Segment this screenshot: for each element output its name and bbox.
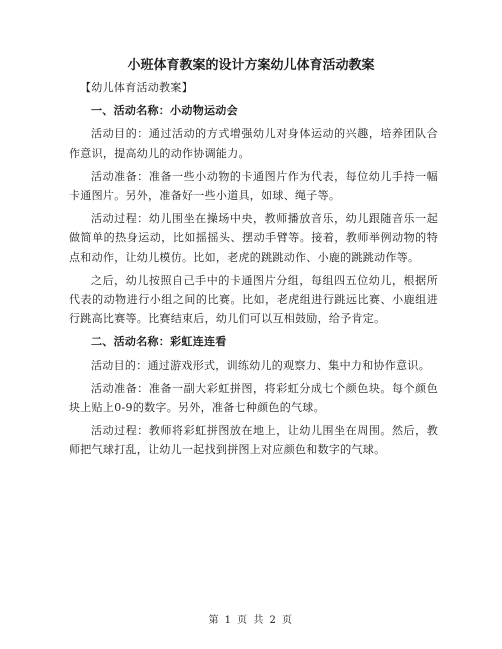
document-body <box>69 78 438 464</box>
category-tag: 【幼儿体育活动教案】 <box>80 81 193 94</box>
section-1-process: 活动过程：幼儿围坐在操场中央，教师播放音乐，幼儿跟随音乐一起做简单的热身运动，比如摇摇头、摆动手臂等。接着，教师举例动物的特点和动作，让幼儿模仿。比如，老虎的跳跳动作、小鹿的跳跳动作等。 <box>69 212 438 264</box>
section-1-preparation: 活动准备：准备一些小动物的卡通图片作为代表，每位幼儿手持一幅卡通图片。另外，准备好一些小道具，如球、绳子等。 <box>69 169 438 203</box>
section-2-process: 活动过程：教师将彩虹拼图放在地上，让幼儿围坐在周围。然后，教师把气球打乱，让幼儿一起找到拼图上对应颜色和数字的气球。 <box>69 424 438 457</box>
section-2-goal: 活动目的：通过游戏形式，训练幼儿的观察力、集中力和协作意识。 <box>91 358 430 372</box>
page-number-footer: 第 1 页 共 2 页 <box>208 615 294 626</box>
section-2-heading: 二、活动名称：彩虹连连看 <box>91 335 227 349</box>
section-1-heading: 一、活动名称：小动物运动会 <box>91 104 238 118</box>
document-title: 小班体育教案的设计方案幼儿体育活动教案 <box>127 58 375 73</box>
section-1-goal: 活动目的：通过活动的方式增强幼儿对身体运动的兴趣，培养团队合作意识，提高幼儿的动作协调能力。 <box>69 127 438 160</box>
section-1-followup: 之后，幼儿按照自己手中的卡通图片分组，每组四五位幼儿，根据所代表的动物进行小组之间的比赛。比如，老虎组进行跳远比赛、小鹿组进行跳高比赛等。比赛结束后，幼儿们可以互相鼓励，给予肯定。 <box>69 273 438 326</box>
section-2-preparation: 活动准备：准备一副大彩虹拼图，将彩虹分成七个颜色块。每个颜色块上贴上0-9的数字。另外，准备七种颜色的气球。 <box>69 381 438 415</box>
